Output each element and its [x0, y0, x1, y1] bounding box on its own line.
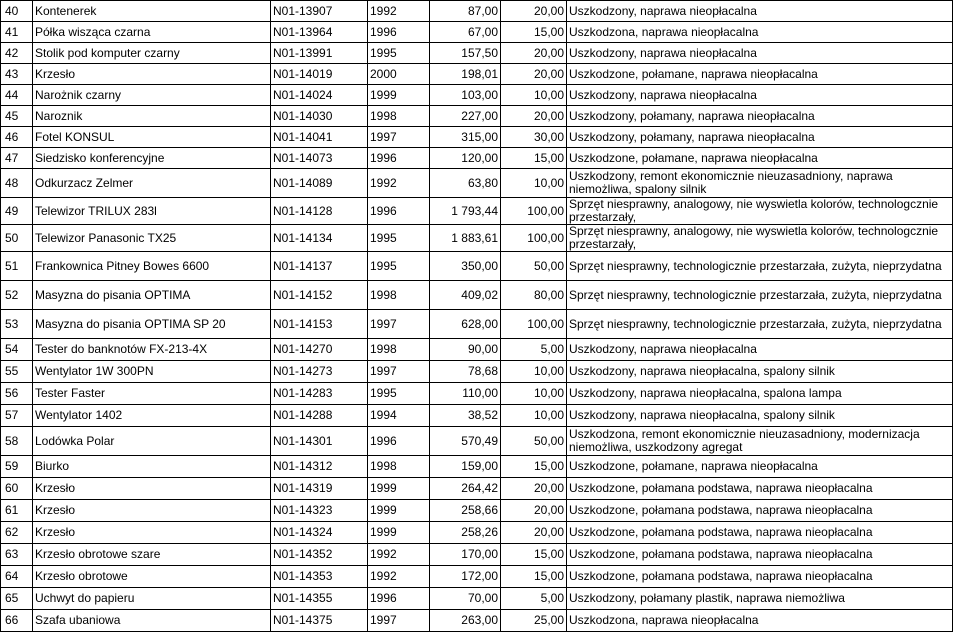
item-name-cell: Kontenerek: [33, 1, 271, 22]
acquisition-year-cell: 1996: [368, 148, 430, 169]
row-number-cell: 56: [1, 383, 33, 405]
inventory-number-cell: N01-14324: [271, 522, 368, 544]
item-name-cell: Masyzna do pisania OPTIMA SP 20: [33, 310, 271, 339]
item-name-cell: Telewizor TRILUX 283l: [33, 198, 271, 225]
acquisition-year-cell: 1997: [368, 310, 430, 339]
row-number-cell: 42: [1, 43, 33, 64]
acquisition-year-cell: 1995: [368, 252, 430, 281]
table-row: [1, 1, 953, 22]
amortization-value-cell: 20,00: [501, 1, 567, 22]
liquidation-reason-cell: Sprzęt niesprawny, analogowy, nie wyswietla kolorów, technologcznie przestarzały,: [567, 198, 953, 225]
liquidation-reason-cell: Uszkodzona, remont ekonomicznie nieuzasadniony, modernizacja niemożliwa, uszkodzony agregat: [567, 427, 953, 456]
item-value-cell: 258,66: [430, 500, 501, 522]
inventory-number-cell: N01-14301: [271, 427, 368, 456]
table-row: [1, 456, 953, 478]
inventory-number-cell: N01-14019: [271, 64, 368, 85]
inventory-number-cell: N01-14153: [271, 310, 368, 339]
item-value-cell: 1 793,44: [430, 198, 501, 225]
liquidation-reason-cell: Uszkodzone, połamane, naprawa nieopłacalna: [567, 148, 953, 169]
acquisition-year-cell: 1996: [368, 427, 430, 456]
liquidation-reason-cell: Sprzęt niesprawny, technologicznie przestarzała, zużyta, nieprzydatna: [567, 252, 953, 281]
acquisition-year-cell: 2000: [368, 64, 430, 85]
amortization-value-cell: 15,00: [501, 148, 567, 169]
liquidation-reason-cell: Uszkodzone, połamane, naprawa nieopłacalna: [567, 456, 953, 478]
amortization-value-cell: 50,00: [501, 252, 567, 281]
liquidation-reason-cell: Uszkodzone, połamana podstawa, naprawa nieopłacalna: [567, 500, 953, 522]
item-name-cell: Frankownica Pitney Bowes 6600: [33, 252, 271, 281]
acquisition-year-cell: 1996: [368, 198, 430, 225]
inventory-number-cell: N01-14355: [271, 588, 368, 610]
item-name-cell: Krzesło: [33, 522, 271, 544]
row-number-cell: 49: [1, 198, 33, 225]
amortization-value-cell: 30,00: [501, 127, 567, 148]
row-number-cell: 65: [1, 588, 33, 610]
table-row: [1, 522, 953, 544]
item-name-cell: Lodówka Polar: [33, 427, 271, 456]
table-row: [1, 85, 953, 106]
row-number-cell: 57: [1, 405, 33, 427]
amortization-value-cell: 20,00: [501, 500, 567, 522]
row-number-cell: 62: [1, 522, 33, 544]
item-name-cell: Siedzisko konferencyjne: [33, 148, 271, 169]
table-row: [1, 405, 953, 427]
inventory-number-cell: N01-14353: [271, 566, 368, 588]
amortization-value-cell: 15,00: [501, 566, 567, 588]
item-value-cell: 67,00: [430, 22, 501, 43]
row-number-cell: 61: [1, 500, 33, 522]
item-value-cell: 409,02: [430, 281, 501, 310]
row-number-cell: 46: [1, 127, 33, 148]
item-value-cell: 172,00: [430, 566, 501, 588]
item-name-cell: Wentylator 1W 300PN: [33, 361, 271, 383]
acquisition-year-cell: 1999: [368, 500, 430, 522]
item-name-cell: Krzesło obrotowe szare: [33, 544, 271, 566]
inventory-number-cell: N01-14270: [271, 339, 368, 361]
amortization-value-cell: 20,00: [501, 64, 567, 85]
row-number-cell: 41: [1, 22, 33, 43]
acquisition-year-cell: 1995: [368, 225, 430, 252]
acquisition-year-cell: 1997: [368, 361, 430, 383]
inventory-number-cell: N01-14030: [271, 106, 368, 127]
liquidation-reason-cell: Uszkodzony, remont ekonomicznie nieuzasadniony, naprawa niemożliwa, spalony silnik: [567, 169, 953, 198]
item-value-cell: 170,00: [430, 544, 501, 566]
item-name-cell: Stolik pod komputer czarny: [33, 43, 271, 64]
table-row: [1, 281, 953, 310]
amortization-value-cell: 100,00: [501, 310, 567, 339]
inventory-number-cell: N01-13907: [271, 1, 368, 22]
row-number-cell: 47: [1, 148, 33, 169]
table-row: [1, 500, 953, 522]
amortization-value-cell: 10,00: [501, 361, 567, 383]
item-value-cell: 78,68: [430, 361, 501, 383]
item-value-cell: 315,00: [430, 127, 501, 148]
item-name-cell: Naroznik: [33, 106, 271, 127]
item-value-cell: 63,80: [430, 169, 501, 198]
liquidation-reason-cell: Uszkodzony, naprawa nieopłacalna, spalony silnik: [567, 361, 953, 383]
table-row: [1, 106, 953, 127]
amortization-value-cell: 25,00: [501, 610, 567, 632]
item-name-cell: Półka wisząca czarna: [33, 22, 271, 43]
table-row: [1, 383, 953, 405]
item-value-cell: 258,26: [430, 522, 501, 544]
table-row: [1, 310, 953, 339]
inventory-number-cell: N01-14312: [271, 456, 368, 478]
item-value-cell: 90,00: [430, 339, 501, 361]
acquisition-year-cell: 1995: [368, 383, 430, 405]
table-row: [1, 252, 953, 281]
item-value-cell: 120,00: [430, 148, 501, 169]
inventory-number-cell: N01-14273: [271, 361, 368, 383]
amortization-value-cell: 10,00: [501, 169, 567, 198]
liquidation-reason-cell: Uszkodzony, połamany, naprawa nieopłacalna: [567, 106, 953, 127]
row-number-cell: 45: [1, 106, 33, 127]
acquisition-year-cell: 1994: [368, 405, 430, 427]
inventory-number-cell: N01-14352: [271, 544, 368, 566]
liquidation-reason-cell: Uszkodzony, naprawa nieopłacalna: [567, 1, 953, 22]
item-value-cell: 38,52: [430, 405, 501, 427]
amortization-value-cell: 20,00: [501, 522, 567, 544]
table-row: [1, 339, 953, 361]
item-value-cell: 350,00: [430, 252, 501, 281]
item-name-cell: Krzesło: [33, 64, 271, 85]
inventory-number-cell: N01-14319: [271, 478, 368, 500]
inventory-rows: [1, 1, 953, 632]
row-number-cell: 66: [1, 610, 33, 632]
row-number-cell: 58: [1, 427, 33, 456]
amortization-value-cell: 15,00: [501, 22, 567, 43]
amortization-value-cell: 100,00: [501, 225, 567, 252]
inventory-number-cell: N01-14137: [271, 252, 368, 281]
inventory-number-cell: N01-14283: [271, 383, 368, 405]
item-value-cell: 1 883,61: [430, 225, 501, 252]
amortization-value-cell: 20,00: [501, 478, 567, 500]
amortization-value-cell: 15,00: [501, 544, 567, 566]
acquisition-year-cell: 1992: [368, 169, 430, 198]
liquidation-reason-cell: Sprzęt niesprawny, analogowy, nie wyswietla kolorów, technologcznie przestarzały,: [567, 225, 953, 252]
item-name-cell: Tester Faster: [33, 383, 271, 405]
row-number-cell: 52: [1, 281, 33, 310]
item-value-cell: 159,00: [430, 456, 501, 478]
acquisition-year-cell: 1996: [368, 588, 430, 610]
liquidation-reason-cell: Uszkodzone, połamana podstawa, naprawa nieopłacalna: [567, 566, 953, 588]
acquisition-year-cell: 1997: [368, 127, 430, 148]
amortization-value-cell: 20,00: [501, 106, 567, 127]
liquidation-reason-cell: Uszkodzone, połamana podstawa, naprawa nieopłacalna: [567, 478, 953, 500]
item-name-cell: Szafa ubaniowa: [33, 610, 271, 632]
row-number-cell: 64: [1, 566, 33, 588]
row-number-cell: 44: [1, 85, 33, 106]
table-row: [1, 64, 953, 85]
row-number-cell: 43: [1, 64, 33, 85]
item-value-cell: 157,50: [430, 43, 501, 64]
item-value-cell: 570,49: [430, 427, 501, 456]
amortization-value-cell: 5,00: [501, 339, 567, 361]
row-number-cell: 50: [1, 225, 33, 252]
item-name-cell: Telewizor Panasonic TX25: [33, 225, 271, 252]
item-name-cell: Biurko: [33, 456, 271, 478]
item-value-cell: 263,00: [430, 610, 501, 632]
inventory-number-cell: N01-14375: [271, 610, 368, 632]
table-row: [1, 169, 953, 198]
acquisition-year-cell: 1999: [368, 522, 430, 544]
inventory-number-cell: N01-14323: [271, 500, 368, 522]
item-value-cell: 628,00: [430, 310, 501, 339]
item-name-cell: Tester do banknotów FX-213-4X: [33, 339, 271, 361]
liquidation-reason-cell: Uszkodzona, naprawa nieopłacalna: [567, 22, 953, 43]
inventory-number-cell: N01-14089: [271, 169, 368, 198]
amortization-value-cell: 20,00: [501, 43, 567, 64]
amortization-value-cell: 15,00: [501, 456, 567, 478]
inventory-number-cell: N01-13964: [271, 22, 368, 43]
acquisition-year-cell: 1999: [368, 478, 430, 500]
table-row: [1, 148, 953, 169]
acquisition-year-cell: 1998: [368, 456, 430, 478]
acquisition-year-cell: 1998: [368, 281, 430, 310]
row-number-cell: 54: [1, 339, 33, 361]
item-value-cell: 227,00: [430, 106, 501, 127]
liquidation-reason-cell: Uszkodzony, naprawa nieopłacalna: [567, 339, 953, 361]
row-number-cell: 53: [1, 310, 33, 339]
inventory-number-cell: N01-14152: [271, 281, 368, 310]
table-row: [1, 478, 953, 500]
acquisition-year-cell: 1996: [368, 22, 430, 43]
acquisition-year-cell: 1998: [368, 339, 430, 361]
item-value-cell: 264,42: [430, 478, 501, 500]
liquidation-reason-cell: Uszkodzony, naprawa nieopłacalna, spalony silnik: [567, 405, 953, 427]
row-number-cell: 48: [1, 169, 33, 198]
item-value-cell: 70,00: [430, 588, 501, 610]
liquidation-reason-cell: Uszkodzony, połamany, naprawa nieopłacalna: [567, 127, 953, 148]
item-name-cell: Krzesło obrotowe: [33, 566, 271, 588]
liquidation-reason-cell: Uszkodzony, połamany plastik, naprawa niemożliwa: [567, 588, 953, 610]
table-row: [1, 361, 953, 383]
liquidation-reason-cell: Uszkodzona, naprawa nieopłacalna: [567, 610, 953, 632]
item-name-cell: Narożnik czarny: [33, 85, 271, 106]
liquidation-reason-cell: Uszkodzony, naprawa nieopłacalna: [567, 85, 953, 106]
table-row: [1, 566, 953, 588]
row-number-cell: 40: [1, 1, 33, 22]
inventory-number-cell: N01-14041: [271, 127, 368, 148]
table-row: [1, 544, 953, 566]
liquidation-reason-cell: Uszkodzony, naprawa nieopłacalna: [567, 43, 953, 64]
item-value-cell: 110,00: [430, 383, 501, 405]
inventory-number-cell: N01-14288: [271, 405, 368, 427]
row-number-cell: 51: [1, 252, 33, 281]
table-row: [1, 127, 953, 148]
acquisition-year-cell: 1992: [368, 566, 430, 588]
acquisition-year-cell: 1992: [368, 1, 430, 22]
liquidation-reason-cell: Uszkodzony, naprawa nieopłacalna, spalona lampa: [567, 383, 953, 405]
amortization-value-cell: 50,00: [501, 427, 567, 456]
row-number-cell: 60: [1, 478, 33, 500]
table-row: [1, 427, 953, 456]
table-row: [1, 610, 953, 632]
item-name-cell: Uchwyt do papieru: [33, 588, 271, 610]
inventory-number-cell: N01-14024: [271, 85, 368, 106]
amortization-value-cell: 100,00: [501, 198, 567, 225]
item-name-cell: Krzesło: [33, 478, 271, 500]
item-name-cell: Odkurzacz Zelmer: [33, 169, 271, 198]
liquidation-reason-cell: Uszkodzone, połamane, naprawa nieopłacalna: [567, 64, 953, 85]
item-name-cell: Masyzna do pisania OPTIMA: [33, 281, 271, 310]
table-row: [1, 43, 953, 64]
item-value-cell: 87,00: [430, 1, 501, 22]
liquidation-reason-cell: Uszkodzone, połamana podstawa, naprawa nieopłacalna: [567, 522, 953, 544]
acquisition-year-cell: 1995: [368, 43, 430, 64]
inventory-number-cell: N01-14128: [271, 198, 368, 225]
liquidation-reason-cell: Uszkodzone, połamana podstawa, naprawa nieopłacalna: [567, 544, 953, 566]
inventory-number-cell: N01-13991: [271, 43, 368, 64]
row-number-cell: 63: [1, 544, 33, 566]
table-row: [1, 588, 953, 610]
amortization-value-cell: 5,00: [501, 588, 567, 610]
item-name-cell: Fotel KONSUL: [33, 127, 271, 148]
amortization-value-cell: 10,00: [501, 85, 567, 106]
amortization-value-cell: 10,00: [501, 383, 567, 405]
item-value-cell: 198,01: [430, 64, 501, 85]
item-value-cell: 103,00: [430, 85, 501, 106]
acquisition-year-cell: 1998: [368, 106, 430, 127]
liquidation-reason-cell: Sprzęt niesprawny, technologicznie przestarzała, zużyta, nieprzydatna: [567, 310, 953, 339]
acquisition-year-cell: 1997: [368, 610, 430, 632]
table-row: [1, 22, 953, 43]
amortization-value-cell: 10,00: [501, 405, 567, 427]
acquisition-year-cell: 1999: [368, 85, 430, 106]
item-name-cell: Wentylator 1402: [33, 405, 271, 427]
table-row: [1, 198, 953, 225]
row-number-cell: 55: [1, 361, 33, 383]
liquidation-reason-cell: Sprzęt niesprawny, technologicznie przestarzała, zużyta, nieprzydatna: [567, 281, 953, 310]
table-row: [1, 225, 953, 252]
amortization-value-cell: 80,00: [501, 281, 567, 310]
inventory-number-cell: N01-14073: [271, 148, 368, 169]
acquisition-year-cell: 1992: [368, 544, 430, 566]
item-name-cell: Krzesło: [33, 500, 271, 522]
row-number-cell: 59: [1, 456, 33, 478]
inventory-number-cell: N01-14134: [271, 225, 368, 252]
